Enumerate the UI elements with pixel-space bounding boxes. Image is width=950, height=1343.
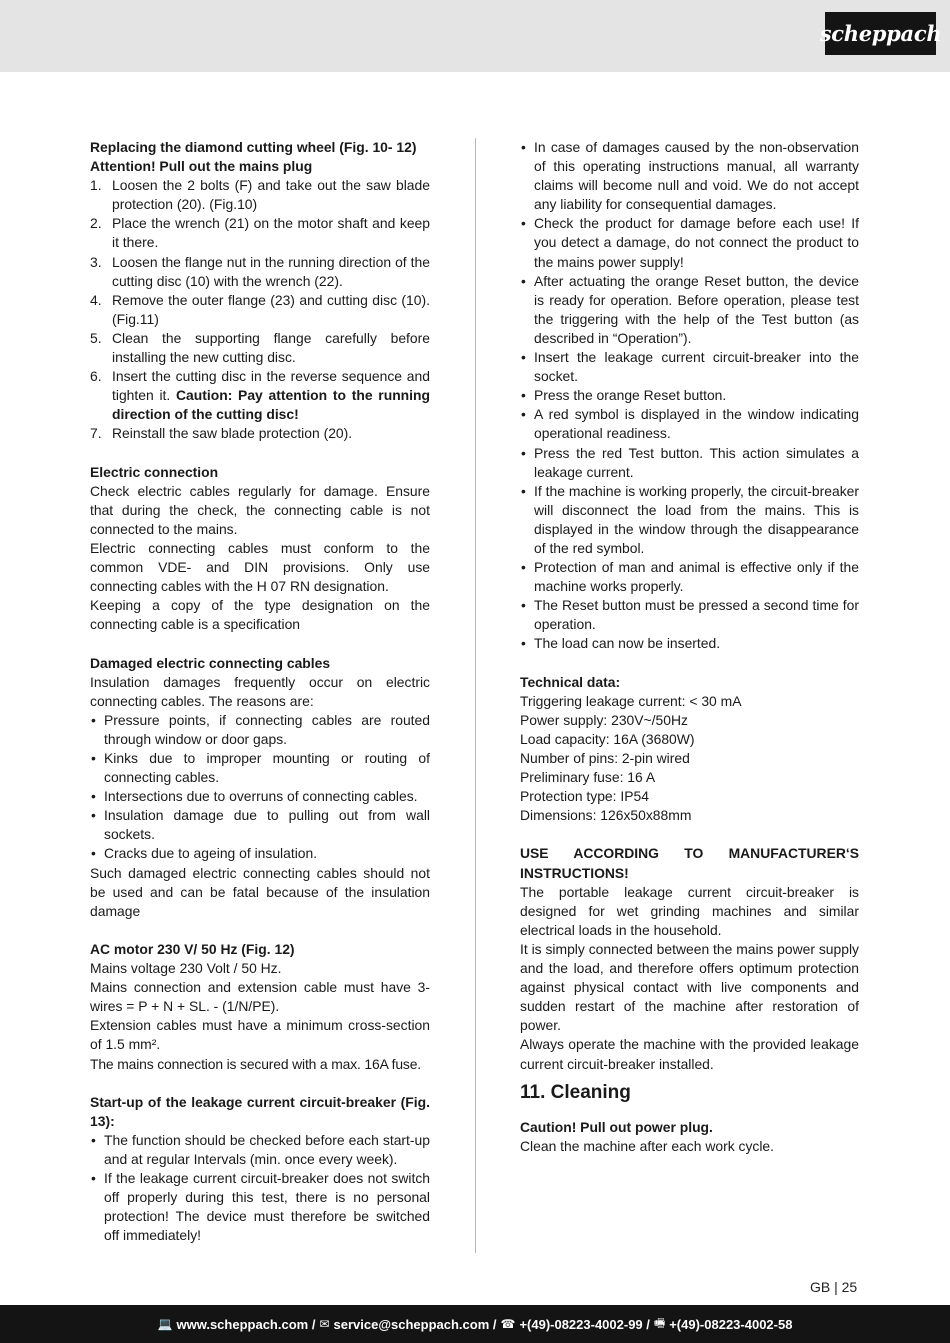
section-title-startup: Start-up of the leakage current circuit-breaker (Fig. 13):	[90, 1093, 430, 1129]
list-item: • Cracks due to ageing of insulation.	[90, 844, 430, 863]
tech-line: Load capacity: 16A (3680W)	[520, 730, 695, 747]
email-link[interactable]: service@scheppach.com /	[333, 1316, 497, 1332]
column-divider	[475, 138, 476, 1253]
paragraph: The portable leakage current circuit-breaker is designed for wet grinding machines and similar electrical loads in the household.	[520, 883, 859, 938]
operation-list	[520, 138, 859, 654]
fax-number: +(49)-08223-4002-58	[669, 1316, 793, 1332]
phone-icon: ☎	[500, 1317, 516, 1331]
list-item: 2. Place the wrench (21) on the motor shaft and keep it there.	[90, 215, 430, 251]
fax-icon: 🖷	[653, 1315, 666, 1330]
damage-reasons-list	[90, 711, 430, 864]
paragraph: Mains voltage 230 Volt / 50 Hz.	[90, 960, 282, 977]
list-item: 7. Reinstall the saw blade protection (20).	[90, 425, 353, 442]
list-item: • If the leakage current circuit-breaker does not switch off properly during this test, there is no personal protection! The device must therefore be switched off immediately!	[90, 1169, 430, 1245]
list-item: • Insert the leakage current circuit-breaker into the socket.	[520, 348, 859, 386]
tech-line: Triggering leakage current: < 30 mA	[520, 692, 742, 709]
list-item: • Press the red Test button. This action simulates a leakage current.	[520, 444, 859, 482]
list-item: • If the machine is working properly, the circuit-breaker will disconnect the load from the mains. This is displayed in the window through the disappearance of the red symbol.	[520, 482, 859, 558]
right-column	[520, 138, 859, 1156]
section-heading-cleaning: 11. Cleaning	[520, 1081, 631, 1103]
paragraph: Insulation damages frequently occur on electric connecting cables. The reasons are:	[90, 673, 430, 709]
list-item: • Insulation damage due to pulling out from wall sockets.	[90, 806, 430, 844]
section-title-cutting-wheel: Replacing the diamond cutting wheel (Fig. 10- 12)	[90, 139, 417, 155]
list-item: 1. Loosen the 2 bolts (F) and take out the saw blade protection (20). (Fig.10)	[90, 177, 430, 213]
paragraph: Always operate the machine with the provided leakage current circuit-breaker installed.	[520, 1036, 859, 1072]
attention-note: Attention! Pull out the mains plug	[90, 158, 313, 175]
page-number: GB | 25	[810, 1279, 858, 1295]
paragraph: Mains connection and extension cable must have 3-wires = P + N + SL. - (1/N/PE).	[90, 979, 430, 1015]
section-title-intended-use: USE ACCORDING TO MANUFACTURER‘S INSTRUCTIONS!	[520, 845, 859, 881]
list-item: • The function should be checked before each start-up and at regular Intervals (min. once every week).	[90, 1131, 430, 1169]
left-column	[90, 138, 430, 1245]
paragraph: Clean the machine after each work cycle.	[520, 1137, 775, 1154]
website-link[interactable]: www.scheppach.com /	[176, 1316, 316, 1332]
list-item: • Protection of man and animal is effective only if the machine works properly.	[520, 558, 859, 596]
list-item: 6. Insert the cutting disc in the reverse sequence and tighten it. Caution: Pay attention to the running direction of the cutting disc!	[90, 368, 430, 423]
brand-logo: scheppach	[825, 12, 936, 55]
tech-line: Power supply: 230V~/50Hz	[520, 711, 688, 728]
paragraph: The mains connection is secured with a max. 16A fuse.	[90, 1055, 422, 1072]
paragraph: Keeping a copy of the type designation on the connecting cable is a specification	[90, 597, 430, 633]
caution-power-plug: Caution! Pull out power plug.	[520, 1118, 713, 1135]
paragraph: Extension cables must have a minimum cross-section of 1.5 mm².	[90, 1017, 430, 1053]
replacement-steps	[90, 176, 430, 443]
email-icon: ✉	[319, 1317, 330, 1331]
list-item: 4. Remove the outer flange (23) and cutting disc (10). (Fig.11)	[90, 291, 430, 327]
tech-line: Number of pins: 2-pin wired	[520, 750, 690, 766]
list-item: • After actuating the orange Reset button, the device is ready for operation. Before operation, please test the triggering with the help of the Test button (as described in “Operation”).	[520, 272, 859, 348]
section-title-damaged-cables: Damaged electric connecting cables	[90, 654, 331, 671]
list-item: • Check the product for damage before each use! If you detect a damage, do not connect the product to the mains power supply!	[520, 214, 859, 271]
caution-text: Caution: Pay attention to the running direction of the cutting disc!	[112, 387, 430, 423]
computer-icon: 💻	[157, 1317, 173, 1331]
list-item: • Pressure points, if connecting cables are routed through window or door gaps.	[90, 711, 430, 749]
tech-line: Protection type: IP54	[520, 788, 649, 805]
phone-number: +(49)-08223-4002-99 /	[519, 1316, 650, 1332]
list-item: • Intersections due to overruns of connecting cables.	[90, 787, 430, 806]
section-title-ac-motor: AC motor 230 V/ 50 Hz (Fig. 12)	[90, 940, 295, 957]
list-item: • In case of damages caused by the non-observation of this operating instructions manual, all warranty claims will become null and void. We do not accept any liability for consequential damages.	[520, 138, 859, 214]
list-item: • The load can now be inserted.	[520, 634, 859, 653]
section-title-electric-connection: Electric connection	[90, 463, 219, 480]
paragraph: Check electric cables regularly for damage. Ensure that during the check, the connecting cable is not connected to the mains.	[90, 482, 430, 537]
paragraph: Electric connecting cables must conform to the common VDE- and DIN provisions. Only use connecting cables with the H 07 RN designation.	[90, 539, 430, 595]
section-title-technical-data: Technical data:	[520, 673, 621, 690]
paragraph: It is simply connected between the mains power supply and the load, and therefore offers optimum protection against physical contact with live components and sudden restart of the machine after restoration of power.	[520, 940, 859, 1034]
tech-line: Dimensions: 126x50x88mm	[520, 807, 692, 824]
startup-list	[90, 1131, 430, 1246]
list-item: 5. Clean the supporting flange carefully before installing the new cutting disc.	[90, 329, 430, 366]
tech-line: Preliminary fuse: 16 A	[520, 769, 656, 786]
list-item: • Press the orange Reset button.	[520, 386, 859, 405]
list-item: • A red symbol is displayed in the window indicating operational readiness.	[520, 405, 859, 443]
list-item: • Kinks due to improper mounting or routing of connecting cables.	[90, 749, 430, 787]
list-item: 3. Loosen the flange nut in the running direction of the cutting disc (10) with the wrench (22).	[90, 253, 430, 289]
paragraph: Such damaged electric connecting cables should not be used and can be fatal because of the insulation damage	[90, 864, 430, 919]
list-item: • The Reset button must be pressed a second time for operation.	[520, 596, 859, 634]
header-band	[0, 0, 950, 72]
footer-contact-bar	[0, 1305, 950, 1343]
